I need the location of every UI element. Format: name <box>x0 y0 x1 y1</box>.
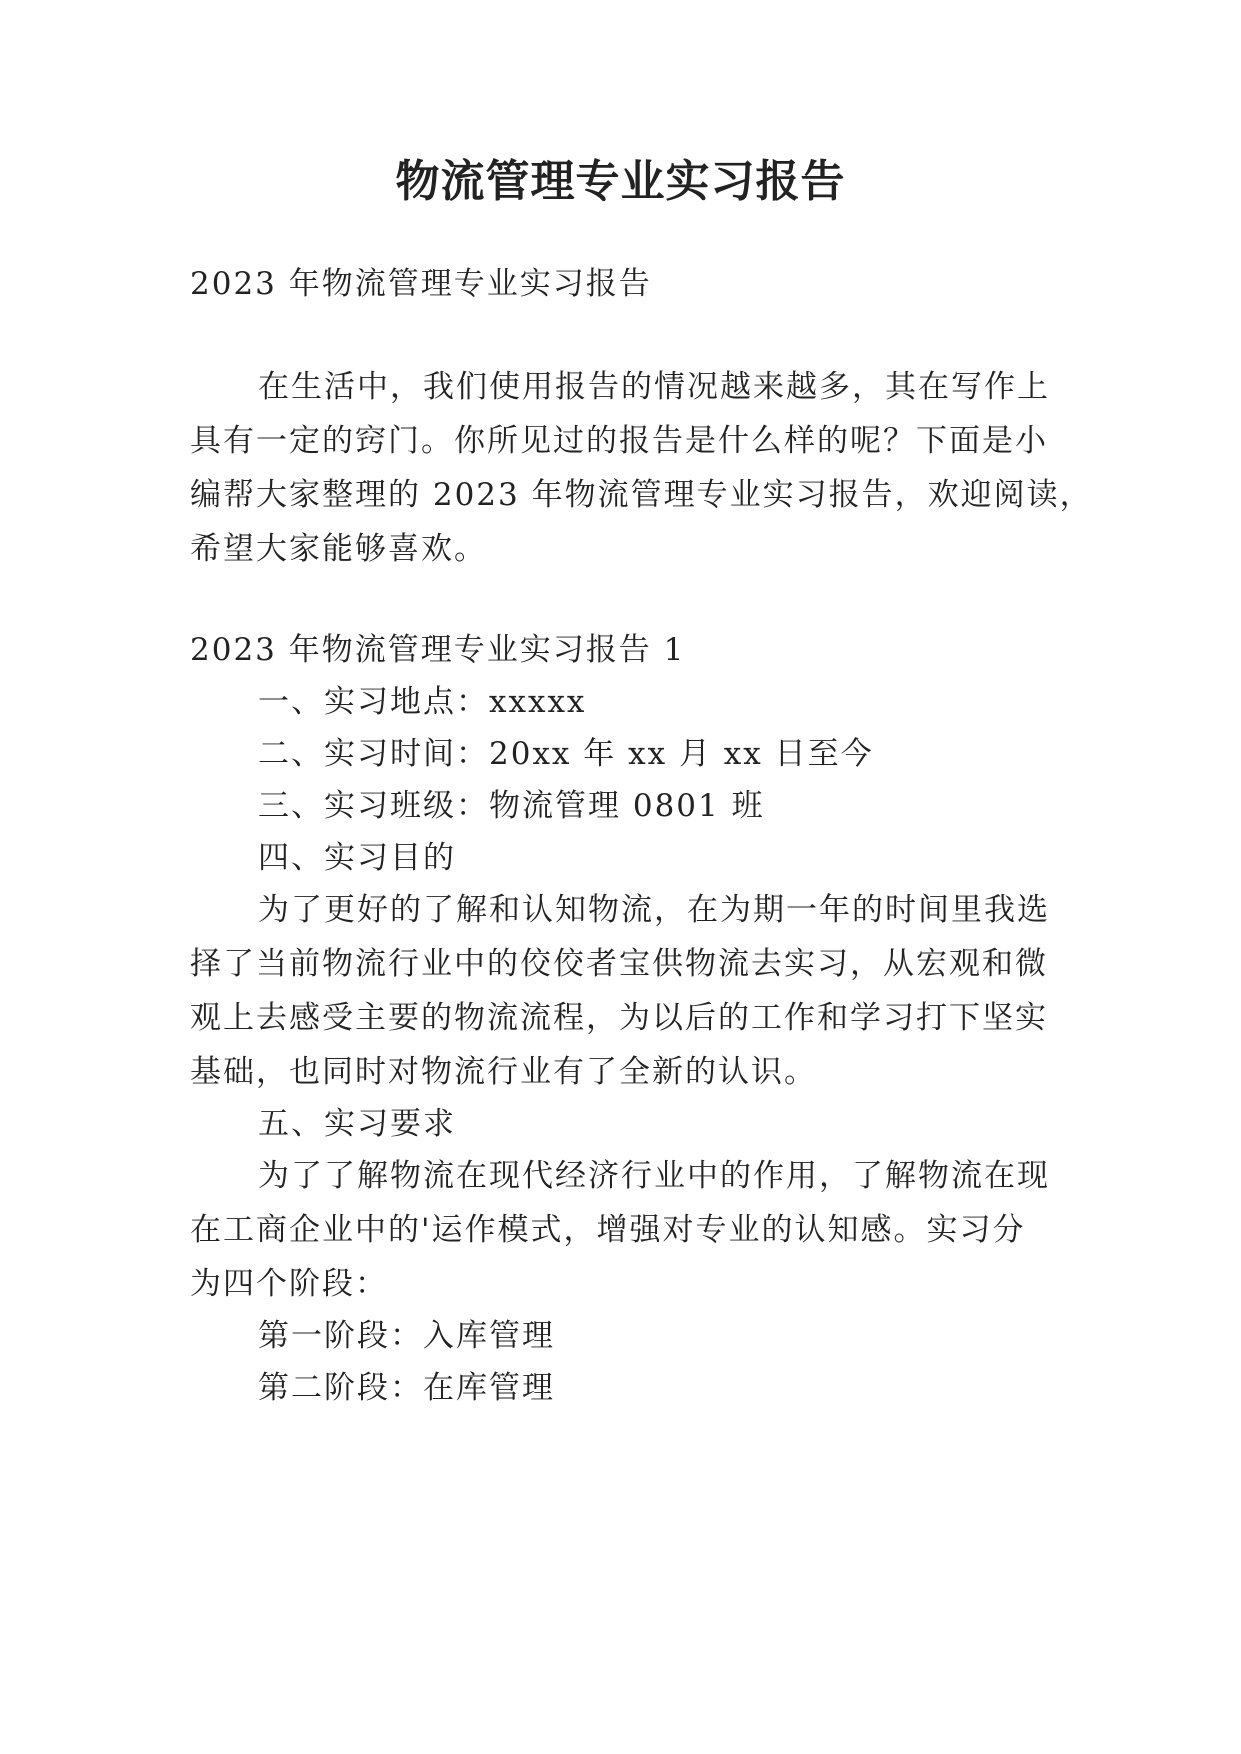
purpose-line-1: 为了更好的了解和认知物流，在为期一年的时间里我选 <box>258 892 1050 928</box>
page-title: 物流管理专业实习报告 <box>395 156 846 207</box>
requirement-heading: 五、实习要求 <box>258 1106 456 1142</box>
document-subtitle: 2023 年物流管理专业实习报告 <box>190 266 652 302</box>
requirement-line-1: 为了了解物流在现代经济行业中的作用，了解物流在现 <box>258 1158 1050 1194</box>
intro-line-2: 具有一定的窍门。你所见过的报告是什么样的呢？下面是小 <box>190 423 1048 459</box>
purpose-line-4: 基础，也同时对物流行业有了全新的认识。 <box>190 1054 817 1090</box>
purpose-line-3: 观上去感受主要的物流流程，为以后的工作和学习打下坚实 <box>190 1000 1048 1036</box>
intro-line-3: 编帮大家整理的 2023 年物流管理专业实习报告，欢迎阅读， <box>190 477 1093 513</box>
intro-line-1: 在生活中，我们使用报告的情况越来越多，其在写作上 <box>258 369 1050 405</box>
purpose-line-2: 择了当前物流行业中的佼佼者宝供物流去实习，从宏观和微 <box>190 946 1048 982</box>
stage-2: 第二阶段：在库管理 <box>258 1370 555 1406</box>
requirement-line-3: 为四个阶段： <box>190 1266 388 1302</box>
item-place: 一、实习地点：xxxxx <box>258 684 587 720</box>
section-heading: 2023 年物流管理专业实习报告 1 <box>190 632 686 668</box>
stage-1: 第一阶段：入库管理 <box>258 1318 555 1354</box>
item-purpose: 四、实习目的 <box>258 840 456 876</box>
intro-line-4: 希望大家能够喜欢。 <box>190 531 487 567</box>
item-class: 三、实习班级：物流管理 0801 班 <box>258 788 765 824</box>
requirement-line-2: 在工商企业中的'运作模式，增强对专业的认知感。实习分 <box>190 1212 1026 1248</box>
item-time: 二、实习时间：20xx 年 xx 月 xx 日至今 <box>258 736 874 772</box>
